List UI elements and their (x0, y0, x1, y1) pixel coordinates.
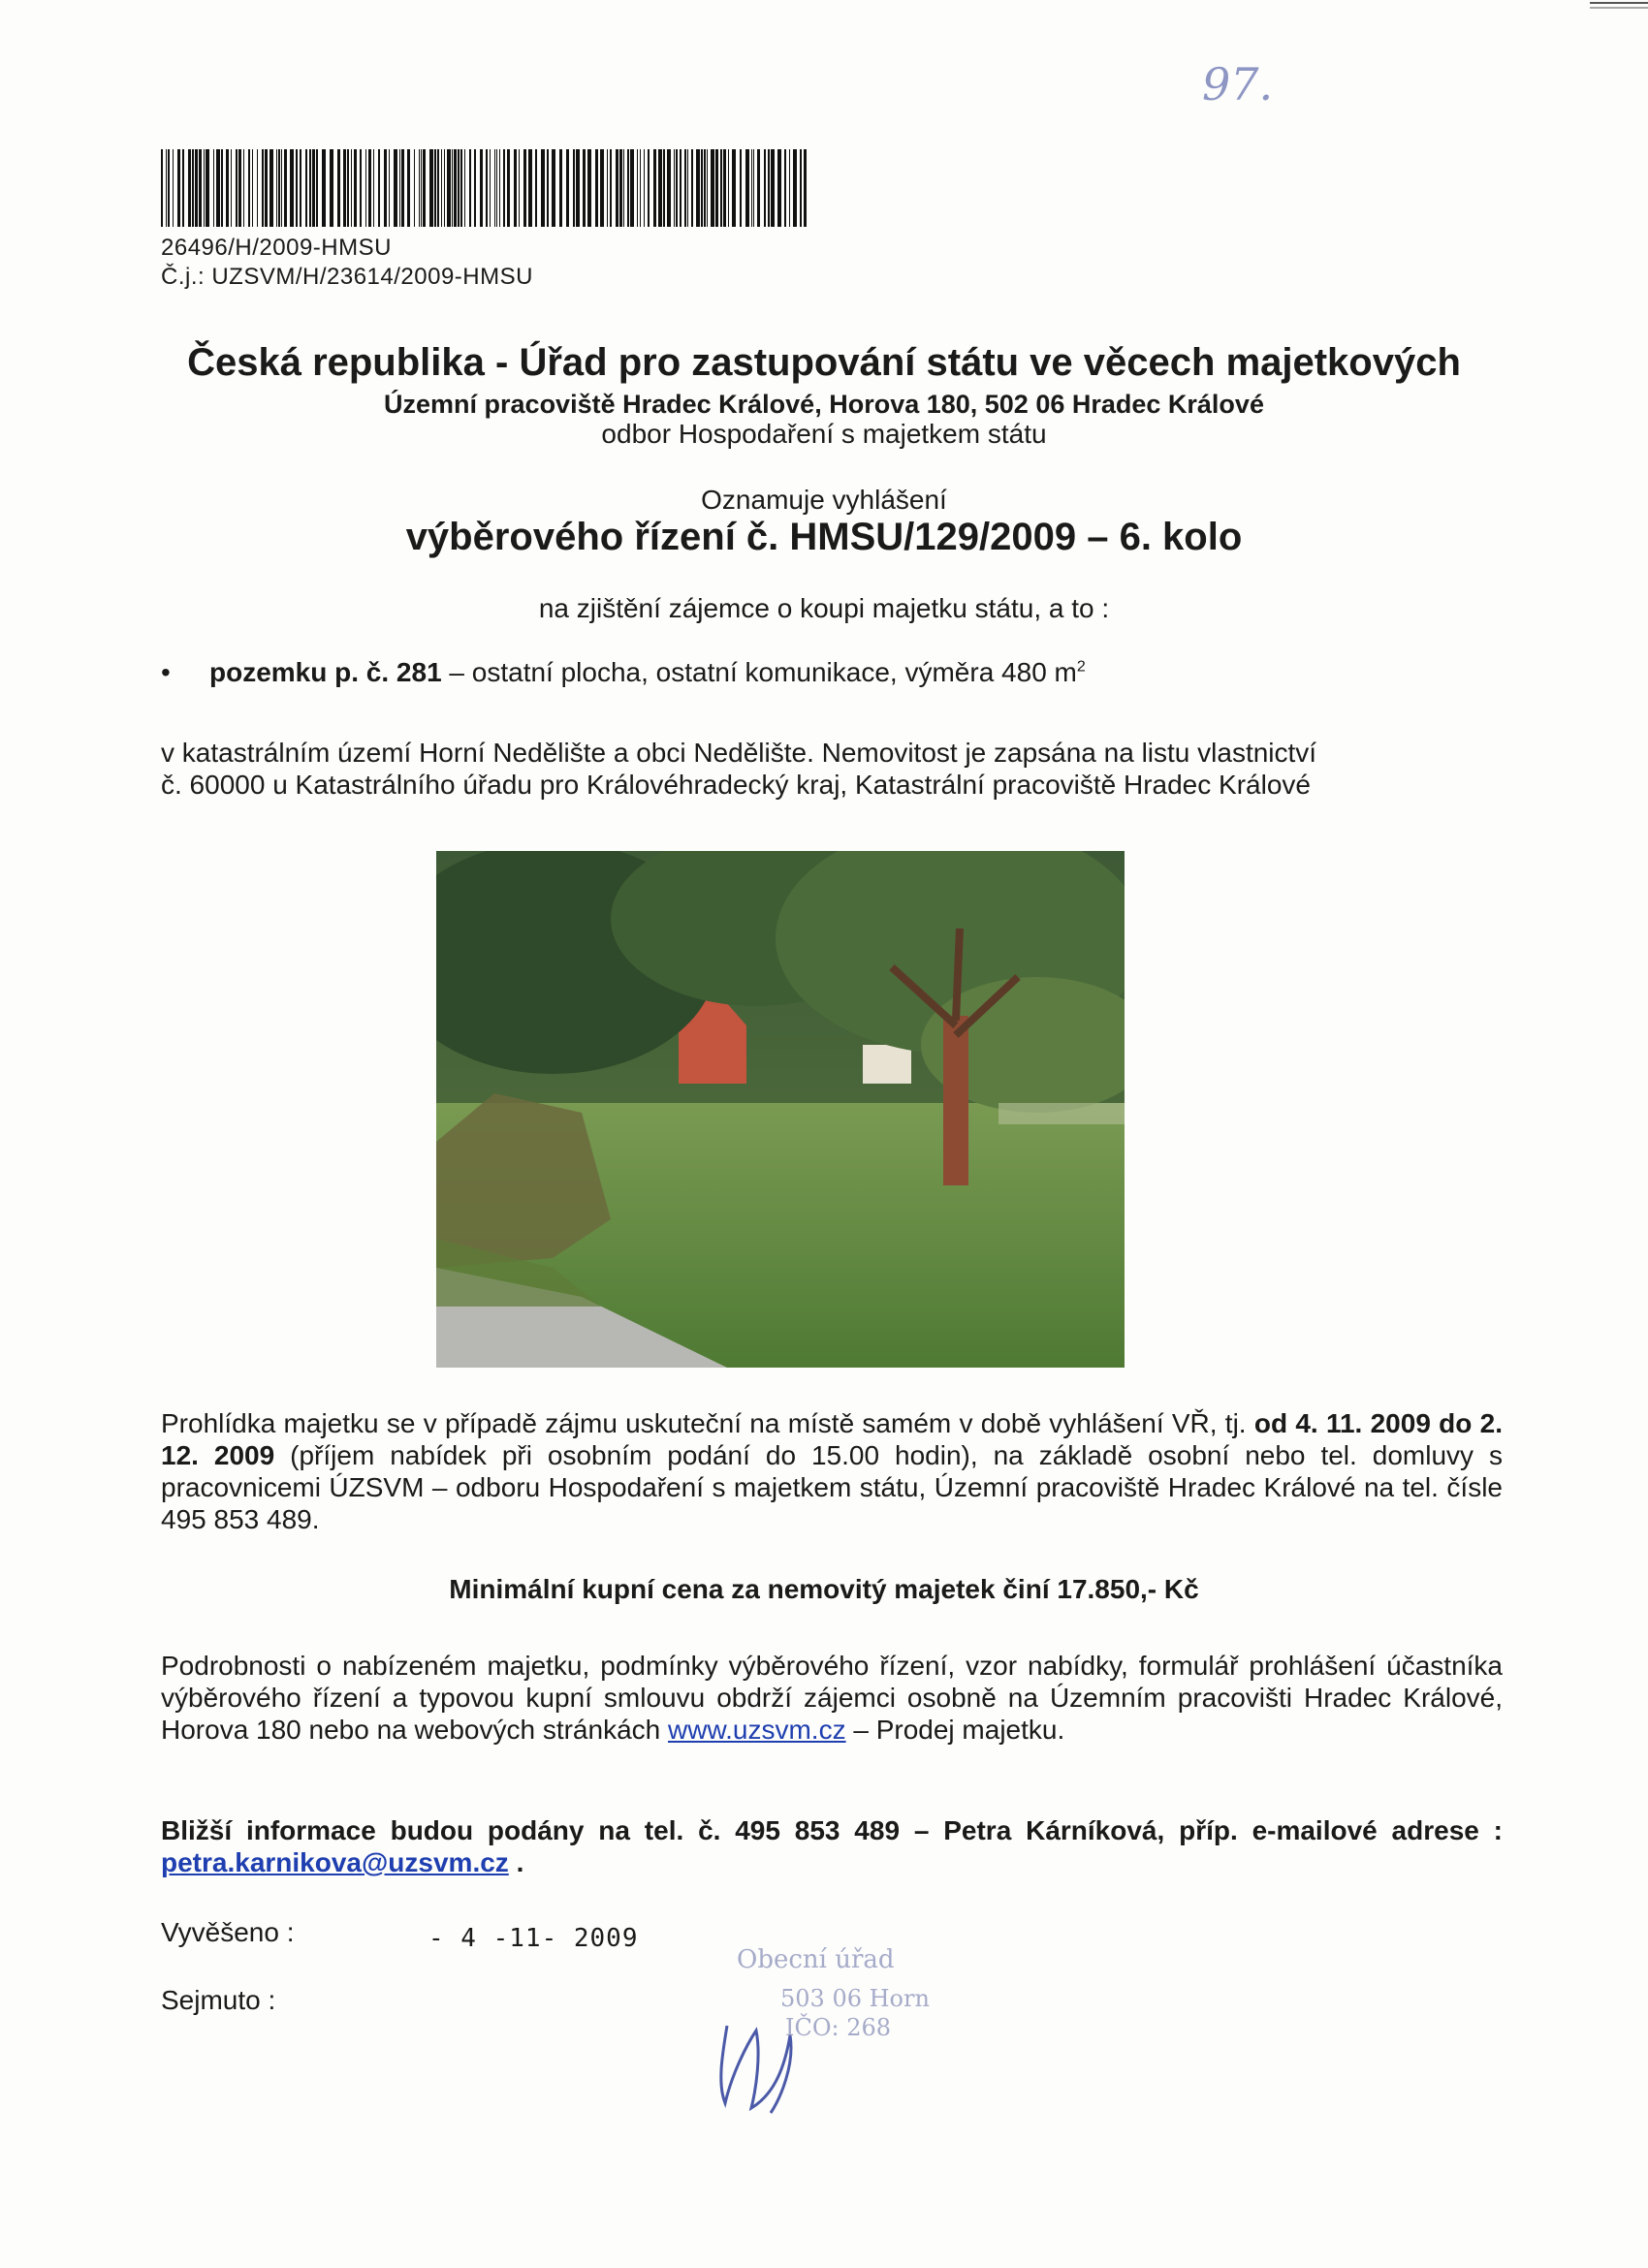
barcode-bar (587, 149, 591, 227)
barcode-bar (528, 149, 532, 227)
barcode-bar (583, 149, 586, 227)
barcode-bar (389, 149, 390, 227)
barcode-bar (257, 149, 258, 227)
minimum-price: Minimální kupní cena za nemovitý majetek činí 17.850,- Kč (449, 1574, 1199, 1604)
property-photo (436, 851, 1125, 1368)
barcode-bar (607, 149, 608, 227)
barcode-bar (423, 149, 426, 227)
barcode-bar (687, 149, 688, 227)
barcode-bar (732, 149, 736, 227)
handwritten-signature (721, 2026, 791, 2113)
barcode-bar (414, 149, 415, 227)
inspection-text-2: (příjem nabídek při osobním podání do 15.00 hodin), na základě osobní nebo tel. domluvy s pracovnicemi ÚZSVM – odboru Hospodaření s majetkem státu, Územní pracoviště Hradec Králové na tel. čísle 495 853 489. (161, 1440, 1503, 1534)
barcode-bar (316, 149, 318, 227)
barcode-bar (188, 149, 191, 227)
barcode-bar (460, 149, 462, 227)
email-link[interactable]: petra.karnikova@uzsvm.cz (161, 1847, 509, 1877)
barcode-bar (265, 149, 268, 227)
barcode-bar (503, 149, 505, 227)
barcode-bar (399, 149, 400, 227)
barcode-bar (663, 149, 665, 227)
barcode-bar (771, 149, 775, 227)
barcode-bar (373, 149, 374, 227)
barcode-bar (573, 149, 575, 227)
barcode-bar (789, 149, 790, 227)
barcode-bar (365, 149, 366, 227)
barcode-bar (464, 149, 465, 227)
contact-suffix: . (508, 1847, 524, 1877)
reference-number: 26496/H/2009-HMSU (161, 235, 392, 261)
barcode-bar (347, 149, 349, 227)
barcode-bar (343, 149, 346, 227)
barcode-bar (161, 149, 163, 227)
barcode-bar (720, 149, 722, 227)
barcode-bar (751, 149, 752, 227)
barcode-bar (541, 149, 545, 227)
inspection-text-1: Prohlídka majetku se v případě zájmu uskuteční na místě samém v době vyhlášení VŘ, tj. (161, 1408, 1254, 1438)
barcode-bar (715, 149, 718, 227)
barcode-bar (236, 149, 238, 227)
barcode-bar (290, 149, 294, 227)
barcode-bar (644, 149, 645, 227)
barcode-bar (514, 149, 517, 227)
barcode-bar (252, 149, 253, 227)
barcode-bar (447, 149, 451, 227)
barcode-bar (360, 149, 362, 227)
barcode-bar (309, 149, 311, 227)
barcode-bar (745, 149, 749, 227)
announcement-subject: na zjištění zájemce o koupi majetku státu, a to : (538, 593, 1110, 623)
barcode-bar (300, 149, 301, 227)
barcode-bar (296, 149, 298, 227)
barcode-bar (213, 149, 214, 227)
barcode-bar (322, 149, 326, 227)
barcode-bar (444, 149, 445, 227)
barcode-bar (547, 149, 549, 227)
removed-label: Sejmuto : (161, 1985, 276, 2015)
barcode-bar (248, 149, 250, 227)
tender-number: výběrového řízení č. HMSU/129/2009 – 6. kolo (405, 516, 1243, 558)
barcode-bar (707, 149, 708, 227)
barcode-bar (204, 149, 205, 227)
barcode-bar (576, 149, 580, 227)
barcode-bar (278, 149, 280, 227)
barcode-bar (330, 149, 333, 227)
property-description: – ostatní plocha, ostatní komunikace, výměra 480 m (441, 657, 1077, 687)
barcode-bar (429, 149, 433, 227)
contact-paragraph (161, 1814, 1503, 1878)
barcode-bar (490, 149, 491, 227)
barcode-bar (496, 149, 497, 227)
barcode-bar (238, 149, 241, 227)
barcode-bar (619, 149, 622, 227)
barcode-bar (658, 149, 662, 227)
stamp-line-1: Obecní úřad (737, 1945, 895, 1974)
barcode-bar (262, 149, 264, 227)
barcode-bar (166, 149, 167, 227)
barcode-bar (711, 149, 714, 227)
barcode-bar (231, 149, 232, 227)
barcode-bar (269, 149, 273, 227)
barcode-bar (595, 149, 598, 227)
barcode-bar (723, 149, 726, 227)
barcode-bar (667, 149, 671, 227)
stamp-line-2: 503 06 Horn (780, 1985, 930, 2012)
barcode-bar (691, 149, 693, 227)
barcode-bar (486, 149, 488, 227)
barcode-bar (740, 149, 742, 227)
barcode-bar (637, 149, 638, 227)
barcode-bar (559, 149, 562, 227)
barcode-bar (168, 149, 170, 227)
contact-text: Bližší informace budou podány na tel. č. 495 853 489 – Petra Kárníková, příp. e-mailové adrese : (161, 1815, 1503, 1845)
barcode-bar (800, 149, 802, 227)
barcode-bar (753, 149, 754, 227)
barcode-bar (195, 149, 198, 227)
barcode-bar (312, 149, 315, 227)
scan-edge-mark (1590, 0, 1648, 10)
barcode-bar (764, 149, 766, 227)
barcode-bar (757, 149, 760, 227)
barcode-bar (378, 149, 380, 227)
barcode-bar (419, 149, 420, 227)
barcode-bar (337, 149, 340, 227)
barcode-bar (674, 149, 675, 227)
barcode-bar (284, 149, 287, 227)
department: odbor Hospodaření s majetkem státu (601, 419, 1047, 449)
barcode-bar (499, 149, 500, 227)
barcode-bar (627, 149, 629, 227)
unit-superscript: 2 (1076, 658, 1086, 676)
barcode-bar (173, 149, 174, 227)
barcode-bar (384, 149, 387, 227)
barcode-bar (407, 149, 410, 227)
barcode-bar (216, 149, 220, 227)
barcode-bar (648, 149, 650, 227)
barcode-bar (351, 149, 352, 227)
case-id: Č.j.: UZSVM/H/23614/2009-HMSU (161, 264, 533, 290)
barcode-bar (653, 149, 656, 227)
inspection-paragraph (161, 1407, 1503, 1535)
office-title: Česká republika - Úřad pro zastupování státu ve věcech majetkových (187, 341, 1461, 384)
barcode-bar (777, 149, 781, 227)
barcode-bar (394, 149, 397, 227)
barcode-bar (458, 149, 460, 227)
barcode-bar (519, 149, 520, 227)
barcode-bar (793, 149, 797, 227)
barcode-bar (768, 149, 770, 227)
barcode-bar (804, 149, 807, 227)
website-link[interactable]: www.uzsvm.cz (668, 1715, 846, 1745)
barcode-bar (441, 149, 442, 227)
barcode-bar (469, 149, 471, 227)
barcode-bar (610, 149, 612, 227)
barcode-image (161, 149, 808, 227)
barcode-bar (696, 149, 700, 227)
barcode-bar (305, 149, 307, 227)
barcode-bar (421, 149, 422, 227)
barcode-bar (434, 149, 436, 227)
barcode-bar (474, 149, 476, 227)
stamp-line-3: IČO: 268 (785, 2014, 892, 2041)
barcode-bar (784, 149, 786, 227)
details-paragraph (161, 1650, 1503, 1746)
barcode-bar (206, 149, 209, 227)
bullet-icon: • (161, 657, 171, 687)
barcode-bar (566, 149, 569, 227)
announcement-intro: Oznamuje vyhlášení (701, 485, 947, 515)
barcode-bar (243, 149, 244, 227)
barcode-bar (437, 149, 439, 227)
barcode-bar (535, 149, 537, 227)
posted-label: Vyvěšeno : (161, 1917, 295, 1947)
barcode-bar (507, 149, 510, 227)
details-suffix: – Prodej majetku. (845, 1715, 1065, 1745)
barcode-bar (199, 149, 202, 227)
property-name: pozemku p. č. 281 (209, 657, 442, 687)
handwritten-page-number: 97. (1202, 58, 1274, 110)
barcode-bar (221, 149, 223, 227)
posted-date: - 4 -11- 2009 (428, 1924, 639, 1953)
barcode-bar (728, 149, 729, 227)
barcode-bar (494, 149, 495, 227)
barcode-bar (616, 149, 618, 227)
barcode-bar (192, 149, 194, 227)
details-text: Podrobnosti o nabízeném majetku, podmínky výběrového řízení, vzor nabídky, formulář prohlášení účastníka výběrového řízení a typovou kupní smlouvu obdrží zájemci osobně na Územním pracovišti Hradec Králové, Horova 180 nebo na webových stránkách (161, 1651, 1503, 1745)
barcode-bar (454, 149, 457, 227)
barcode-bar (701, 149, 703, 227)
barcode-bar (480, 149, 483, 227)
location-line-2: č. 60000 u Katastrálního úřadu pro Královéhradecký kraj, Katastrální pracoviště Hradec Králové (161, 770, 1311, 800)
barcode-bar (182, 149, 184, 227)
inspection-dates: od 4. 11. 2009 do 2. 12. 2009 (161, 1408, 1503, 1470)
barcode-bar (368, 149, 371, 227)
barcode-bar (680, 149, 681, 227)
office-stamp (717, 1929, 989, 2123)
barcode-bar (704, 149, 706, 227)
barcode-bar (640, 149, 641, 227)
barcode-bar (276, 149, 277, 227)
barcode-bar (630, 149, 634, 227)
office-address: Územní pracoviště Hradec Králové, Horova 180, 502 06 Hradec Králové (384, 390, 1264, 419)
barcode-bar (600, 149, 604, 227)
barcode-bar (401, 149, 404, 227)
barcode-bar (177, 149, 180, 227)
location-text (161, 737, 1503, 801)
barcode-bar (523, 149, 526, 227)
barcode-bar (684, 149, 686, 227)
barcode-bar (226, 149, 229, 227)
location-line-1: v katastrálním území Horní Nedělište a obci Nedělište. Nemovitost je zapsána na listu vlastnictví (161, 738, 1317, 768)
barcode-bar (281, 149, 282, 227)
barcode-bar (552, 149, 555, 227)
barcode-bar (623, 149, 624, 227)
barcode-bar (452, 149, 453, 227)
barcode-bar (676, 149, 678, 227)
property-item (161, 657, 1086, 688)
barcode-bar (354, 149, 357, 227)
